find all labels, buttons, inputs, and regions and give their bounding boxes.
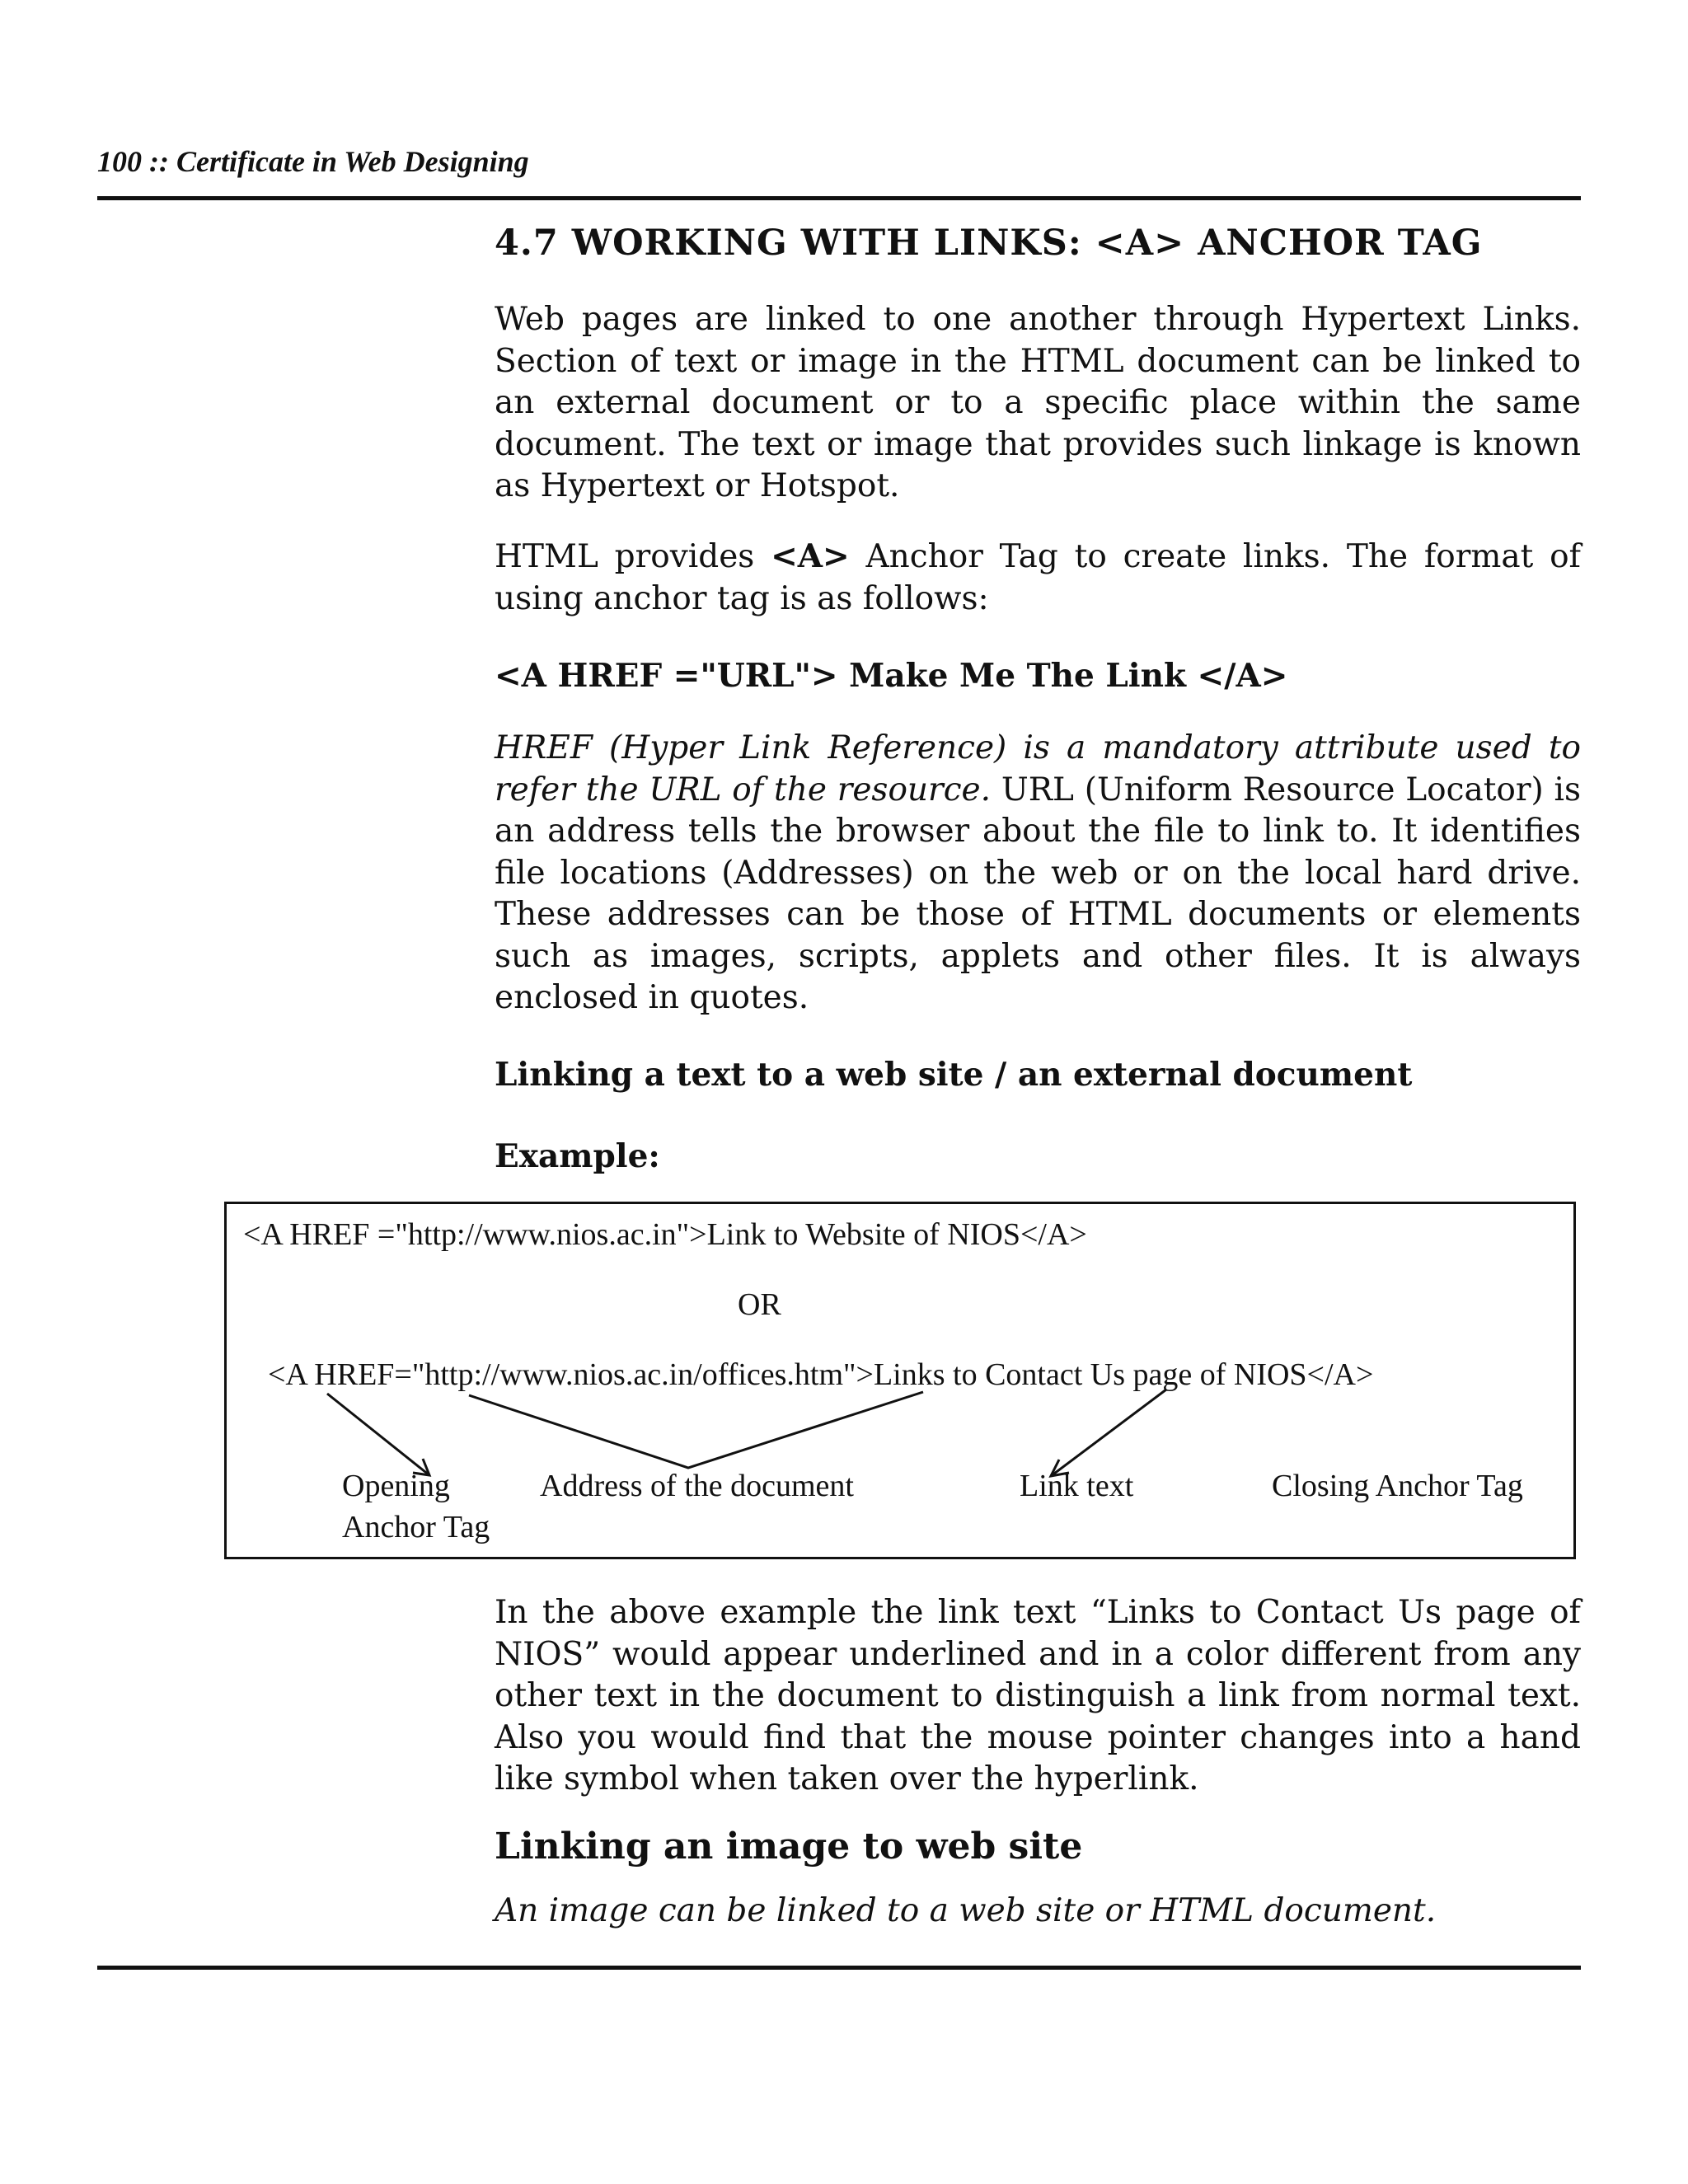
image-link-paragraph: An image can be linked to a web site or HTML document. bbox=[495, 1892, 1437, 1929]
subheading-text-link: Linking a text to a web site / an external document bbox=[495, 1056, 1413, 1094]
address-pointer bbox=[469, 1392, 923, 1468]
intro-paragraph: Web pages are linked to one another through Hypertext Links. Section of text or image in the HTML document can be linked to an external document or to a specific place within the same document. The text or image that provides such linkage is known as Hypertext or Hotspot. bbox=[495, 301, 1581, 504]
label-opening-anchor-tag: Anchor Tag bbox=[342, 1510, 490, 1544]
href-paragraph bbox=[495, 728, 1581, 1019]
label-opening: Opening bbox=[342, 1469, 450, 1503]
anchor-para-before: HTML provides bbox=[495, 538, 771, 575]
href-explanation: URL (Uniform Resource Locator) is an address tells the browser about the file to link to. It identifies file locations (Addresses) on the web or on the local hard drive. These addresses can be those of HTML documents or elements such as images, scripts, applets and other files. It is always enclosed in quotes. bbox=[495, 771, 1581, 1016]
top-rule bbox=[97, 196, 1581, 200]
example-line-1: <A HREF ="http://www.nios.ac.in">Link to Website of NIOS</A> bbox=[243, 1217, 1087, 1252]
anchor-syntax: <A HREF ="URL"> Make Me The Link </A> bbox=[495, 657, 1288, 695]
label-link-text: Link text bbox=[1020, 1469, 1134, 1503]
section-title: 4.7 WORKING WITH LINKS: <A> ANCHOR TAG bbox=[495, 223, 1483, 264]
explain-paragraph: In the above example the link text “Links to Contact Us page of NIOS” would appear underlined and in a color different from any other text in the document to distinguish a link from normal text. Also you would find that the mouse pointer changes into a hand like symbol when taken over the hyperlink. bbox=[495, 1594, 1581, 1797]
link-text-pointer bbox=[1051, 1390, 1166, 1476]
label-closing-tag: Closing Anchor Tag bbox=[1272, 1469, 1523, 1503]
anchor-para-tag: <A> bbox=[771, 537, 850, 575]
label-address: Address of the document bbox=[540, 1469, 854, 1503]
href-definition: HREF (Hyper Link Reference) is a mandatory attribute used to refer the URL of the resource. bbox=[495, 729, 1581, 808]
example-line-2: <A HREF="http://www.nios.ac.in/offices.htm">Links to Contact Us page of NIOS</A> bbox=[268, 1357, 1374, 1392]
opening-tag-pointer bbox=[327, 1394, 429, 1475]
running-head: 100 :: Certificate in Web Designing bbox=[97, 145, 529, 178]
anchor-para-after: Anchor Tag to create links. The format of using anchor tag is as follows: bbox=[495, 538, 1581, 617]
bottom-rule bbox=[97, 1966, 1581, 1970]
example-box bbox=[224, 1202, 1576, 1559]
image-link-heading: Linking an image to web site bbox=[495, 1825, 1083, 1868]
anchor-tag-paragraph bbox=[495, 536, 1581, 620]
example-label: Example: bbox=[495, 1137, 660, 1175]
example-or: OR bbox=[738, 1287, 781, 1322]
